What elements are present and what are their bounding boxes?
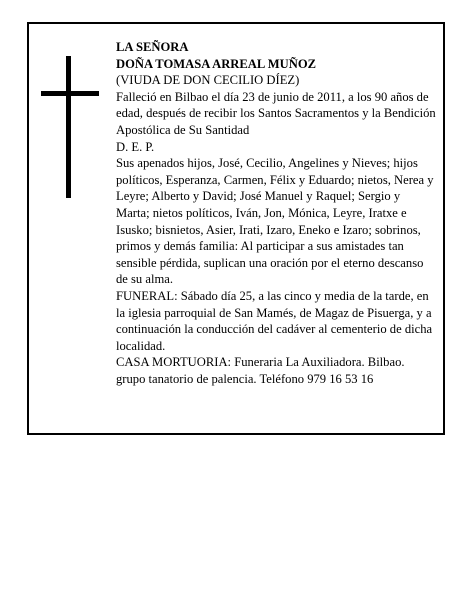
contact-line: grupo tanatorio de palencia. Teléfono 979 16 53 16: [116, 371, 374, 386]
family-paragraph: Sus apenados hijos, José, Cecilio, Angelines y Nieves; hijos políticos, Esperanza, Carmen, Félix y Eduardo; nietos, Nerea y Leyre; Alberto y David; José Manuel y Raquel; Sergio y Marta; nietos políticos, Iván, Jon, Mónica, Leyre, Iratxe e Isusko; bisnietos, Asier, Irati, Izaro, Eneko e Izaro; sobrinos, primos y demás familia: Al participar a sus amistades tan sensible pérdida, suplican una oración por el eterno descanso de su alma.: [116, 156, 434, 287]
deceased-name: DOÑA TOMASA ARREAL MUÑOZ: [116, 56, 317, 71]
funeral-paragraph: FUNERAL: Sábado día 25, a las cinco y media de la tarde, en la iglesia parroquial de San Mamés, de Magaz de Pisuerga, y a continuación la conducción del cadáver al cementerio de dicha localidad.: [116, 288, 433, 353]
notice-text: [116, 39, 436, 387]
death-paragraph: Falleció en Bilbao el día 23 de junio de 2011, a los 90 años de edad, después de recibir los Santos Sacramentos y la Bendición Apostólica de Su Santidad: [116, 89, 436, 137]
widow-line: (VIUDA DE DON CECILIO DÍEZ): [116, 73, 300, 88]
cross-icon: [41, 56, 99, 198]
cross-horizontal-bar: [41, 91, 99, 96]
mortuary-paragraph: CASA MORTUORIA: Funeraria La Auxiliadora. Bilbao.: [116, 355, 405, 370]
rip-line: D. E. P.: [116, 139, 155, 154]
obituary-notice: [27, 22, 445, 435]
notice-title: LA SEÑORA: [116, 40, 189, 54]
cross-vertical-bar: [66, 56, 71, 198]
